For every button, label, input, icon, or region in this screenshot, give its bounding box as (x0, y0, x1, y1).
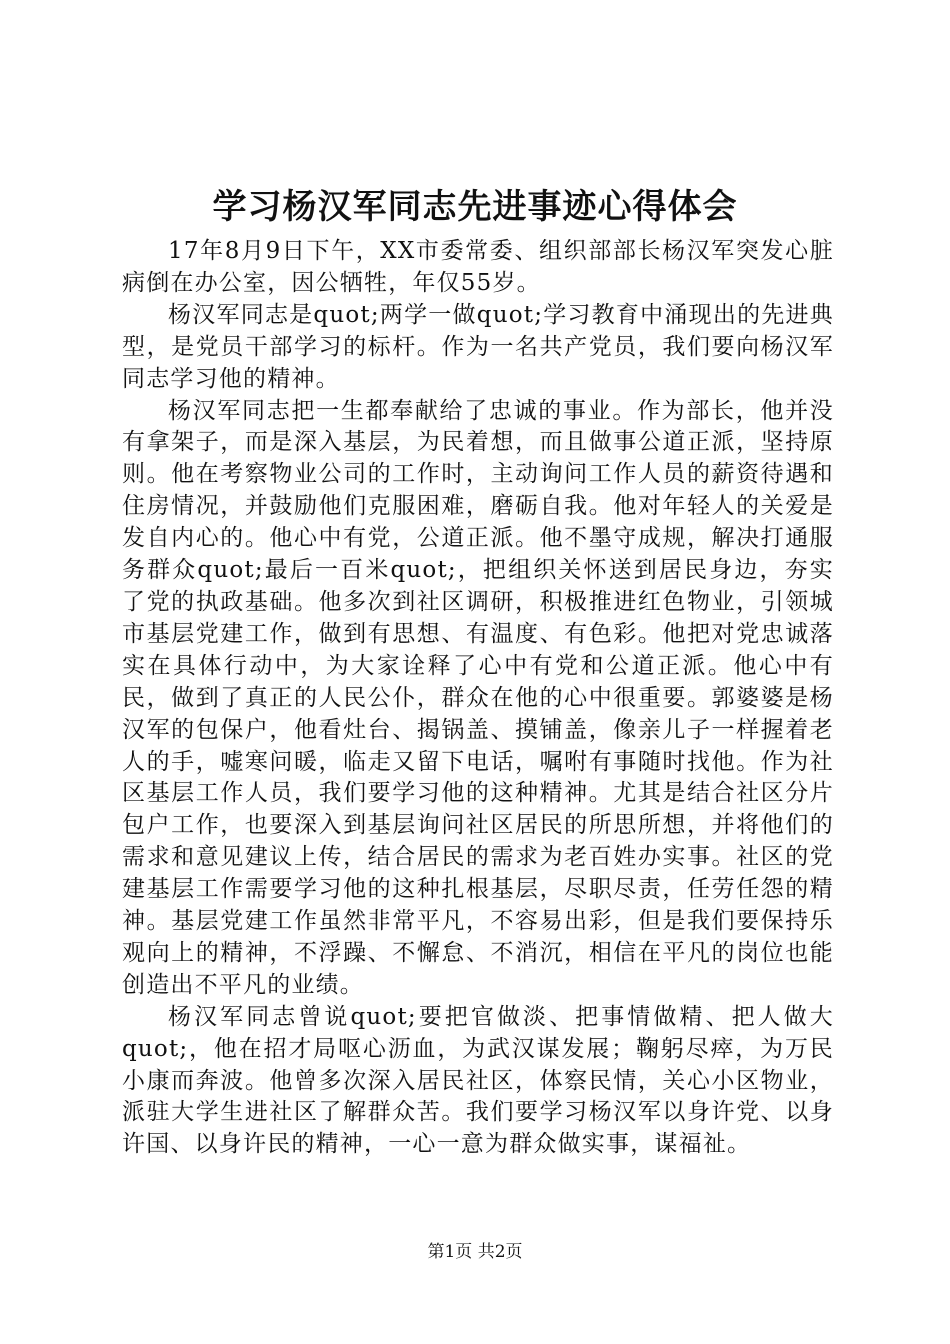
document-title: 学习杨汉军同志先进事迹心得体会 (212, 187, 738, 227)
paragraph-1: 17年8月9日下午，XX市委常委、组织部部长杨汉军突发心脏病倒在办公室，因公牺牲，年仅55岁。 (122, 238, 834, 296)
page-number-footer: 第1页 共2页 (427, 1242, 523, 1262)
paragraph-3: 杨汉军同志把一生都奉献给了忠诚的事业。作为部长，他并没有拿架子，而是深入基层，为民着想，而且做事公道正派，坚持原则。他在考察物业公司的工作时，主动询问工作人员的薪资待遇和住房情况，并鼓励他们克服困难，磨砺自我。他对年轻人的关爱是发自内心的。他心中有党，公道正派。他不墨守成规，解决打通服务群众quot;最后一百米quot;，把组织关怀送到居民身边，夯实了党的执政基础。他多次到社区调研，积极推进红色物业，引领城市基层党建工作，做到有思想、有温度、有色彩。他把对党忠诚落实在具体行动中，为大家诠释了心中有党和公道正派。他心中有民，做到了真正的人民公仆，群众在他的心中很重要。郭婆婆是杨汉军的包保户，他看灶台、揭锅盖、摸铺盖，像亲儿子一样握着老人的手，嘘寒问暖，临走又留下电话，嘱咐有事随时找他。作为社区基层工作人员，我们要学习他的这种精神。尤其是结合社区分片包户工作，也要深入到基层询问社区居民的所思所想，并将他们的需求和意见建议上传，结合居民的需求为老百姓办实事。社区的党建基层工作需要学习他的这种扎根基层，尽职尽责，任劳任怨的精神。基层党建工作虽然非常平凡，不容易出彩，但是我们要保持乐观向上的精神，不浮躁、不懈怠、不消沉，相信在平凡的岗位也能创造出不平凡的业绩。 (122, 397, 834, 998)
document-body (122, 236, 834, 1161)
paragraph-2: 杨汉军同志是quot;两学一做quot;学习教育中涌现出的先进典型，是党员干部学习的标杆。作为一名共产党员，我们要向杨汉军同志学习他的精神。 (122, 301, 834, 392)
paragraph-4: 杨汉军同志曾说quot;要把官做淡、把事情做精、把人做大quot;，他在招才局呕心沥血，为武汉谋发展；鞠躬尽瘁，为万民小康而奔波。他曾多次深入居民社区，体察民情，关心小区物业，派驻大学生进社区了解群众苦。我们要学习杨汉军以身许党、以身许国、以身许民的精神，一心一意为群众做实事，谋福祉。 (122, 1003, 834, 1158)
